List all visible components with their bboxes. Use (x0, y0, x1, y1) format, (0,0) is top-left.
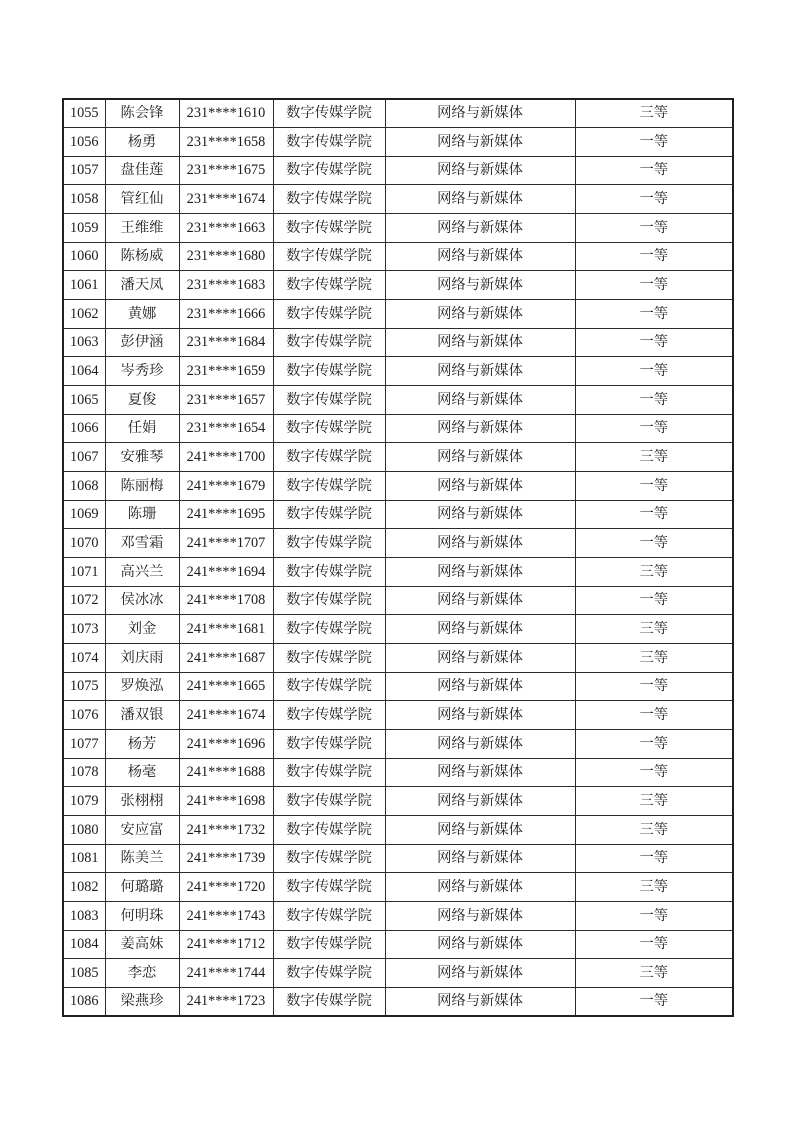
table-row (63, 214, 733, 243)
cell-college: 数字传媒学院 (273, 901, 385, 930)
cell-award-level: 一等 (575, 271, 733, 300)
cell-major: 网络与新媒体 (385, 472, 575, 501)
cell-award-level: 三等 (575, 558, 733, 587)
cell-college: 数字传媒学院 (273, 214, 385, 243)
cell-award-level: 三等 (575, 99, 733, 128)
cell-major: 网络与新媒体 (385, 529, 575, 558)
cell-serial-number: 1074 (63, 643, 105, 672)
cell-serial-number: 1077 (63, 729, 105, 758)
cell-serial-number: 1067 (63, 443, 105, 472)
cell-college: 数字传媒学院 (273, 386, 385, 415)
cell-award-level: 一等 (575, 357, 733, 386)
cell-serial-number: 1071 (63, 558, 105, 587)
cell-award-level: 一等 (575, 529, 733, 558)
cell-major: 网络与新媒体 (385, 156, 575, 185)
cell-award-level: 一等 (575, 185, 733, 214)
cell-student-name: 管红仙 (105, 185, 179, 214)
cell-award-level: 一等 (575, 729, 733, 758)
cell-serial-number: 1062 (63, 300, 105, 329)
cell-student-name: 黄娜 (105, 300, 179, 329)
cell-serial-number: 1084 (63, 930, 105, 959)
cell-award-level: 三等 (575, 815, 733, 844)
cell-serial-number: 1064 (63, 357, 105, 386)
cell-college: 数字传媒学院 (273, 500, 385, 529)
table-row (63, 328, 733, 357)
cell-student-name: 杨芳 (105, 729, 179, 758)
cell-major: 网络与新媒体 (385, 615, 575, 644)
cell-serial-number: 1081 (63, 844, 105, 873)
cell-college: 数字传媒学院 (273, 156, 385, 185)
cell-serial-number: 1063 (63, 328, 105, 357)
cell-student-name: 盘佳莲 (105, 156, 179, 185)
table-row (63, 844, 733, 873)
cell-college: 数字传媒学院 (273, 99, 385, 128)
cell-serial-number: 1056 (63, 128, 105, 157)
table-row (63, 615, 733, 644)
cell-college: 数字传媒学院 (273, 701, 385, 730)
cell-student-id: 241****1700 (179, 443, 273, 472)
cell-student-id: 231****1654 (179, 414, 273, 443)
cell-college: 数字传媒学院 (273, 873, 385, 902)
cell-award-level: 一等 (575, 156, 733, 185)
cell-major: 网络与新媒体 (385, 586, 575, 615)
cell-student-name: 陈珊 (105, 500, 179, 529)
cell-student-id: 241****1739 (179, 844, 273, 873)
table-row (63, 472, 733, 501)
cell-student-name: 高兴兰 (105, 558, 179, 587)
cell-award-level: 一等 (575, 901, 733, 930)
cell-student-id: 241****1674 (179, 701, 273, 730)
table-row (63, 300, 733, 329)
cell-student-id: 241****1712 (179, 930, 273, 959)
cell-college: 数字传媒学院 (273, 787, 385, 816)
cell-serial-number: 1076 (63, 701, 105, 730)
table-row (63, 529, 733, 558)
cell-serial-number: 1083 (63, 901, 105, 930)
table-row (63, 414, 733, 443)
cell-college: 数字传媒学院 (273, 529, 385, 558)
cell-student-name: 刘庆雨 (105, 643, 179, 672)
table-row (63, 873, 733, 902)
cell-award-level: 一等 (575, 472, 733, 501)
cell-student-id: 231****1659 (179, 357, 273, 386)
cell-student-id: 241****1743 (179, 901, 273, 930)
cell-major: 网络与新媒体 (385, 815, 575, 844)
cell-serial-number: 1066 (63, 414, 105, 443)
cell-serial-number: 1073 (63, 615, 105, 644)
cell-student-id: 241****1695 (179, 500, 273, 529)
table-row (63, 443, 733, 472)
cell-student-name: 潘天凤 (105, 271, 179, 300)
cell-student-name: 任娟 (105, 414, 179, 443)
table-row (63, 156, 733, 185)
cell-major: 网络与新媒体 (385, 214, 575, 243)
cell-major: 网络与新媒体 (385, 643, 575, 672)
cell-college: 数字传媒学院 (273, 930, 385, 959)
cell-award-level: 一等 (575, 414, 733, 443)
cell-serial-number: 1060 (63, 242, 105, 271)
cell-award-level: 一等 (575, 672, 733, 701)
cell-college: 数字传媒学院 (273, 558, 385, 587)
cell-student-id: 231****1666 (179, 300, 273, 329)
cell-college: 数字传媒学院 (273, 271, 385, 300)
cell-serial-number: 1059 (63, 214, 105, 243)
cell-major: 网络与新媒体 (385, 672, 575, 701)
cell-major: 网络与新媒体 (385, 128, 575, 157)
cell-college: 数字传媒学院 (273, 987, 385, 1016)
cell-award-level: 一等 (575, 242, 733, 271)
cell-serial-number: 1075 (63, 672, 105, 701)
cell-student-name: 杨勇 (105, 128, 179, 157)
cell-serial-number: 1068 (63, 472, 105, 501)
cell-student-id: 231****1680 (179, 242, 273, 271)
table-row (63, 386, 733, 415)
cell-major: 网络与新媒体 (385, 930, 575, 959)
table-row (63, 185, 733, 214)
cell-student-name: 安应富 (105, 815, 179, 844)
cell-student-id: 241****1732 (179, 815, 273, 844)
cell-college: 数字传媒学院 (273, 643, 385, 672)
cell-award-level: 三等 (575, 787, 733, 816)
cell-student-id: 241****1708 (179, 586, 273, 615)
cell-student-id: 231****1674 (179, 185, 273, 214)
table-row (63, 959, 733, 988)
table-row (63, 99, 733, 128)
cell-student-id: 241****1744 (179, 959, 273, 988)
cell-student-name: 何明珠 (105, 901, 179, 930)
cell-student-name: 梁燕珍 (105, 987, 179, 1016)
cell-college: 数字传媒学院 (273, 959, 385, 988)
cell-major: 网络与新媒体 (385, 328, 575, 357)
cell-college: 数字传媒学院 (273, 815, 385, 844)
cell-student-name: 夏俊 (105, 386, 179, 415)
cell-major: 网络与新媒体 (385, 701, 575, 730)
cell-major: 网络与新媒体 (385, 414, 575, 443)
award-table-body (63, 99, 733, 1016)
cell-student-id: 241****1694 (179, 558, 273, 587)
cell-serial-number: 1082 (63, 873, 105, 902)
table-row (63, 930, 733, 959)
cell-college: 数字传媒学院 (273, 672, 385, 701)
table-row (63, 643, 733, 672)
cell-award-level: 一等 (575, 758, 733, 787)
cell-major: 网络与新媒体 (385, 758, 575, 787)
cell-student-name: 彭伊涵 (105, 328, 179, 357)
cell-award-level: 一等 (575, 586, 733, 615)
cell-major: 网络与新媒体 (385, 99, 575, 128)
table-row (63, 901, 733, 930)
table-row (63, 242, 733, 271)
cell-major: 网络与新媒体 (385, 987, 575, 1016)
cell-student-id: 231****1663 (179, 214, 273, 243)
cell-college: 数字传媒学院 (273, 758, 385, 787)
cell-award-level: 一等 (575, 214, 733, 243)
cell-major: 网络与新媒体 (385, 500, 575, 529)
cell-major: 网络与新媒体 (385, 300, 575, 329)
cell-major: 网络与新媒体 (385, 729, 575, 758)
cell-major: 网络与新媒体 (385, 787, 575, 816)
cell-major: 网络与新媒体 (385, 844, 575, 873)
table-row (63, 128, 733, 157)
table-row (63, 815, 733, 844)
cell-student-id: 231****1657 (179, 386, 273, 415)
cell-award-level: 一等 (575, 128, 733, 157)
cell-award-level: 一等 (575, 328, 733, 357)
award-table (62, 98, 734, 1017)
table-row (63, 701, 733, 730)
cell-student-name: 陈丽梅 (105, 472, 179, 501)
cell-student-id: 241****1720 (179, 873, 273, 902)
cell-student-name: 陈会锋 (105, 99, 179, 128)
cell-student-name: 安雅琴 (105, 443, 179, 472)
cell-serial-number: 1058 (63, 185, 105, 214)
cell-college: 数字传媒学院 (273, 472, 385, 501)
cell-student-id: 241****1698 (179, 787, 273, 816)
cell-major: 网络与新媒体 (385, 558, 575, 587)
cell-college: 数字传媒学院 (273, 729, 385, 758)
cell-serial-number: 1061 (63, 271, 105, 300)
cell-award-level: 三等 (575, 643, 733, 672)
cell-student-name: 姜高妹 (105, 930, 179, 959)
cell-award-level: 一等 (575, 300, 733, 329)
cell-award-level: 一等 (575, 386, 733, 415)
cell-student-name: 何璐璐 (105, 873, 179, 902)
cell-award-level: 一等 (575, 844, 733, 873)
cell-college: 数字传媒学院 (273, 300, 385, 329)
cell-award-level: 一等 (575, 987, 733, 1016)
cell-student-id: 231****1610 (179, 99, 273, 128)
cell-student-name: 杨毫 (105, 758, 179, 787)
table-row (63, 758, 733, 787)
cell-major: 网络与新媒体 (385, 185, 575, 214)
cell-student-id: 241****1696 (179, 729, 273, 758)
cell-serial-number: 1085 (63, 959, 105, 988)
cell-college: 数字传媒学院 (273, 242, 385, 271)
cell-student-name: 张栩栩 (105, 787, 179, 816)
table-row (63, 500, 733, 529)
cell-student-id: 241****1665 (179, 672, 273, 701)
table-row (63, 672, 733, 701)
cell-student-id: 241****1681 (179, 615, 273, 644)
cell-award-level: 三等 (575, 443, 733, 472)
cell-student-name: 潘双银 (105, 701, 179, 730)
cell-serial-number: 1079 (63, 787, 105, 816)
table-row (63, 987, 733, 1016)
cell-major: 网络与新媒体 (385, 959, 575, 988)
cell-college: 数字传媒学院 (273, 414, 385, 443)
cell-student-name: 邓雪霜 (105, 529, 179, 558)
cell-major: 网络与新媒体 (385, 242, 575, 271)
cell-award-level: 一等 (575, 500, 733, 529)
cell-student-name: 岑秀珍 (105, 357, 179, 386)
cell-award-level: 一等 (575, 930, 733, 959)
cell-major: 网络与新媒体 (385, 873, 575, 902)
award-table-container (62, 98, 734, 1017)
cell-serial-number: 1072 (63, 586, 105, 615)
cell-college: 数字传媒学院 (273, 443, 385, 472)
cell-award-level: 三等 (575, 873, 733, 902)
cell-student-id: 231****1658 (179, 128, 273, 157)
cell-student-name: 陈杨威 (105, 242, 179, 271)
cell-serial-number: 1070 (63, 529, 105, 558)
cell-college: 数字传媒学院 (273, 844, 385, 873)
cell-serial-number: 1069 (63, 500, 105, 529)
cell-serial-number: 1055 (63, 99, 105, 128)
cell-student-id: 241****1679 (179, 472, 273, 501)
cell-student-id: 231****1683 (179, 271, 273, 300)
cell-major: 网络与新媒体 (385, 357, 575, 386)
cell-serial-number: 1086 (63, 987, 105, 1016)
cell-award-level: 三等 (575, 959, 733, 988)
cell-college: 数字传媒学院 (273, 128, 385, 157)
table-row (63, 271, 733, 300)
cell-student-name: 侯冰冰 (105, 586, 179, 615)
cell-college: 数字传媒学院 (273, 185, 385, 214)
cell-major: 网络与新媒体 (385, 271, 575, 300)
cell-award-level: 三等 (575, 615, 733, 644)
cell-college: 数字传媒学院 (273, 357, 385, 386)
cell-major: 网络与新媒体 (385, 443, 575, 472)
cell-student-name: 李恋 (105, 959, 179, 988)
table-row (63, 357, 733, 386)
cell-college: 数字传媒学院 (273, 615, 385, 644)
cell-student-name: 陈美兰 (105, 844, 179, 873)
cell-student-name: 罗焕泓 (105, 672, 179, 701)
cell-major: 网络与新媒体 (385, 901, 575, 930)
cell-serial-number: 1057 (63, 156, 105, 185)
cell-student-name: 刘金 (105, 615, 179, 644)
cell-student-id: 231****1675 (179, 156, 273, 185)
cell-major: 网络与新媒体 (385, 386, 575, 415)
table-row (63, 729, 733, 758)
cell-serial-number: 1065 (63, 386, 105, 415)
cell-serial-number: 1080 (63, 815, 105, 844)
cell-student-id: 241****1687 (179, 643, 273, 672)
cell-serial-number: 1078 (63, 758, 105, 787)
cell-award-level: 一等 (575, 701, 733, 730)
cell-student-name: 王维维 (105, 214, 179, 243)
cell-student-id: 241****1688 (179, 758, 273, 787)
table-row (63, 586, 733, 615)
cell-student-id: 231****1684 (179, 328, 273, 357)
cell-college: 数字传媒学院 (273, 328, 385, 357)
cell-student-id: 241****1707 (179, 529, 273, 558)
cell-student-id: 241****1723 (179, 987, 273, 1016)
table-row (63, 558, 733, 587)
table-row (63, 787, 733, 816)
cell-college: 数字传媒学院 (273, 586, 385, 615)
